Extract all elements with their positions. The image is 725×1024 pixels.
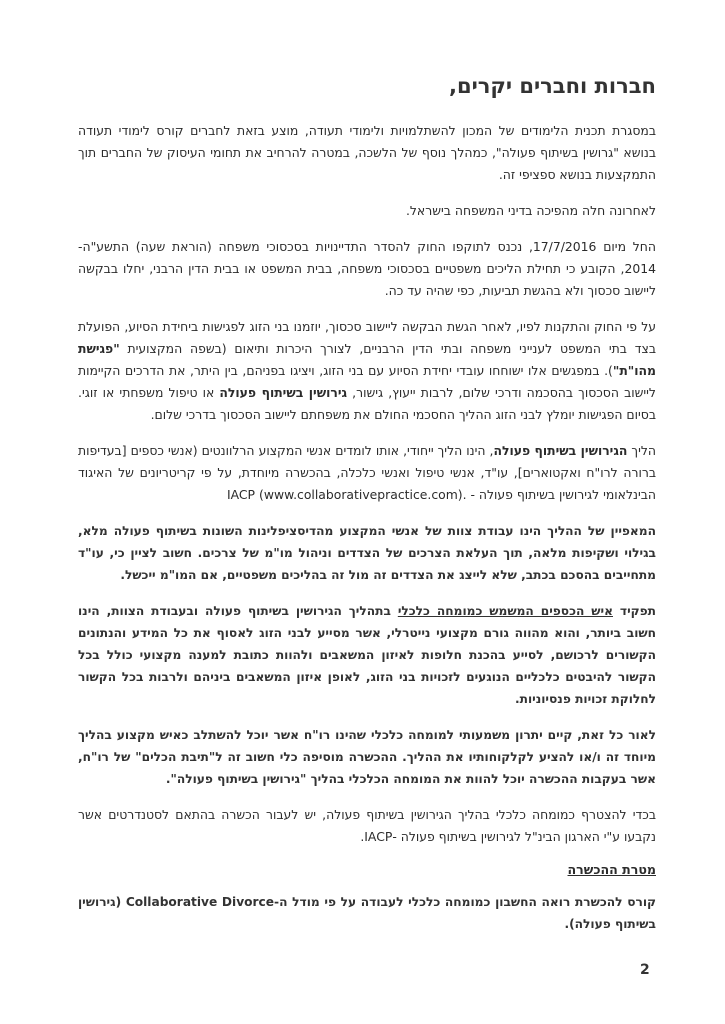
expert-term: איש הכספים המשמש כמומחה כלכלי <box>397 604 613 618</box>
collab-text-1: הליך <box>627 443 656 458</box>
expert-text-1: תפקיד <box>613 604 656 618</box>
advantage-paragraph: לאור כל זאת, קיים יתרון משמעותי למומחה כלכלי שהינו רו"ח אשר יוכל להשתלב כאיש מקצוע בהליך מיוחד זה ו/או להציע לקלקוחותיו את ההליך. ההכשרה מוסיפה כלי חשוב זה ל"תיבת הכלים" של רו"ח, אשר בעקבות ההכשרה יוכל להוות את המומחה הכלכלי בהליך "גירושין בשיתוף פעולה". <box>78 728 656 786</box>
process-text-2: ). במפגשים אלו ישוחחו עובדי יחידת הסיוע עם בני הזוג, ויציגו בפניהם, בין היתר, את הדרכים הקיימות ליישוב הסכסוך בהסכמה ודרכי שלום, לרבות ייעוץ, גישור, <box>78 363 656 400</box>
document-page <box>78 74 656 949</box>
page-number: 2 <box>640 962 650 978</box>
teamwork-paragraph: המאפיין של ההליך הינו עבודת צוות של אנשי המקצוע מהדיסציפלינות השונות בשיתוף פעולה מלא, בגילוי ושקיפות מלאה, תוך העלאת הצרכים של הצדדים וניהול מו"מ של צרכים. חשוב לציין כי, עו"ד מתחייבים בהסכם בכתב, שלא לייצג את הצדדים זה מול זה בהליכים משפטיים, אם המו"מ ייכשל. <box>78 524 656 582</box>
process-term-collab: גירושין בשיתוף פעולה <box>219 385 347 400</box>
process-paragraph <box>78 316 656 426</box>
collab-term: הגירושין בשיתוף פעולה <box>493 443 628 458</box>
financial-expert-paragraph <box>78 600 656 710</box>
collaborative-paragraph <box>78 440 656 506</box>
collab-website: (www.collaborativepractice.com). <box>258 487 467 502</box>
greeting-heading: חברות וחברים יקרים, <box>448 74 656 98</box>
revolution-paragraph: לאחרונה חלה מהפיכה בדיני המשפחה בישראל. <box>405 203 656 218</box>
process-text-1: על פי החוק והתקנות לפיו, לאחר הגשת הבקשה ליישוב סכסוך, יוזמנו בני הזוג לפגישות ביחידת הסיוע, הפועלת בצד בתי המשפט לענייני משפחה ובתי הדין הרבניים, לצורך היכרות ותיאום (בשפה המקצועית <box>78 319 656 356</box>
law-paragraph: החל מיום 17/7/2016, נכנס לתוקפו החוק להסדר התדיינויות בסכסוכי משפחה (הוראת שעה) התשע"ה- 2014, הקובע כי תחילת הליכים משפטיים בסכסוכי משפחה, בבית המשפט או בבית הדין הרבני, יחלו בבקשה ליישוב סכסוך ולא בהגשת תביעות, כפי שהיה עד כה. <box>78 239 656 298</box>
section-title: מטרת ההכשרה <box>567 862 656 877</box>
collab-text-2: , הינו הליך ייחודי, אותו לומדים אנשי המקצוע הרלוונטים (אנשי כספים [בעדיפות ברורה לרו"ח ואקטוארים], עו"ד, אנשי טיפול ואנשי כלכלה, בהכשרה מיוחדת, על פי קריטריונים של האיגוד הבינלאומי לגירושין בשיתוף פעולה - IACP <box>78 443 656 502</box>
join-paragraph: בכדי להצטרף כמומחה כלכלי בהליך הגירושין בשיתוף פעולה, יש לעבור הכשרה בהתאם לסטנדרטים אשר נקבעו ע"י הארגון הבינ"ל לגירושין בשיתוף פעולה -IACP. <box>78 807 656 844</box>
expert-text-2: בתהליך הגירושין בשיתוף פעולה ובעבודת הצוות, הינו חשוב ביותר, והוא מהווה גורם מקצועי נייטרלי, אשר מסייע לבני הזוג לאסוף את כל המידע והנתונים הקשורים לרכושם, לסייע בהכנת חלופות לאיזון המשאבים ולהוות כתובת למענה מקצועי כולל בכל הקשור להיבטים כלכליים הנוגעים לזכויות בני הזוג, לאופן איזון המשאבים ביניהם ולרבות בכל הקשור לחלוקת זכויות פנסיוניות. <box>78 604 656 706</box>
process-term-mahut: "פגישת מהו"ת" <box>78 341 656 378</box>
goal-paragraph: קורס להכשרת רואה החשבון כמומחה כלכלי לעבודה על פי מודל ה-Collaborative Divorce (גירושין בשיתוף פעולה). <box>78 895 656 931</box>
process-text-3: או טיפול משפחתי או זוגי. בסיום הפגישות יומלץ לבני הזוג ההליך החסכמי החולם את משפחתם ליישוב הסכסוך בדרכי שלום. <box>78 385 656 422</box>
intro-paragraph: במסגרת תכנית הלימודים של המכון להשתלמויות ולימודי תעודה, מוצע בזאת לחברים קורס לימודי תעודה בנושא "גרושין בשיתוף פעולה", כמהלך נוסף של הלשכה, במטרה להרחיב את תחומי העיסוק של החברים תוך התמקצעות בנושא ספציפי זה. <box>78 123 656 182</box>
